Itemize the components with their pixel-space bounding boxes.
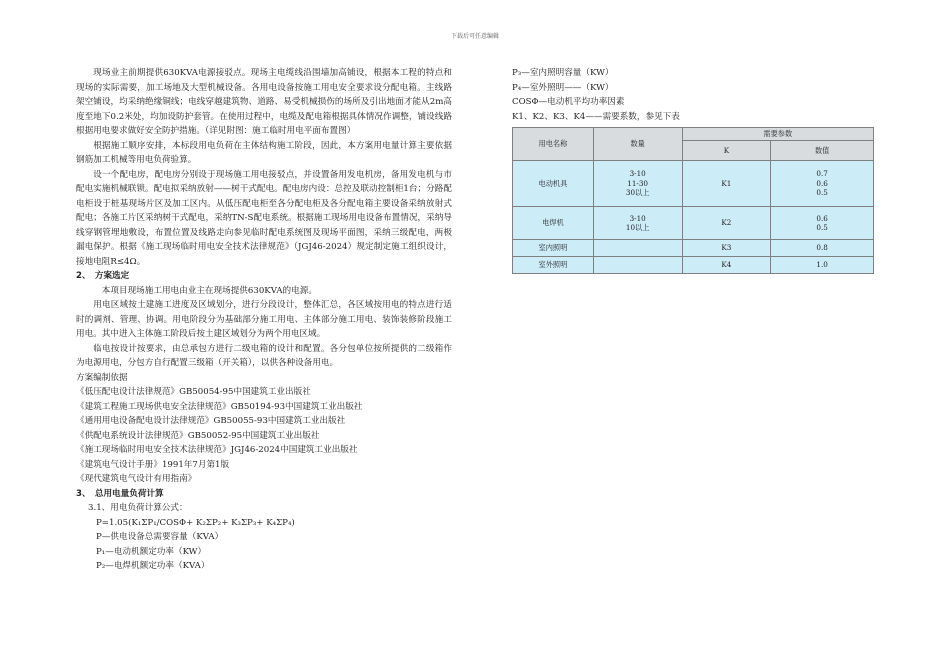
row-quantity — [593, 257, 682, 274]
definition-p4: P₄—室外照明——（KW） — [512, 82, 614, 93]
basis-item: 《通用用电设备配电设计法律规范》GB50055-93中国建筑工业出版社 — [76, 416, 346, 426]
paragraph-supply: 本项目现场施工用电由业主在现场提供630KVA的电源。 — [101, 285, 317, 296]
table-row — [513, 257, 874, 274]
heading-load-calculation: 3、 总用电量负荷计算 — [76, 488, 164, 499]
definition-k: K1、K2、K3、K4——需要系数，参见下表 — [512, 111, 680, 122]
row-quantity: 3-10 11-30 30以上 — [593, 161, 682, 207]
table-row — [513, 240, 874, 257]
definition-p3: P₃—室内照明容量（KW） — [512, 68, 614, 78]
basis-item: 《供配电系统设计法律规范》GB50052-95中国建筑工业出版社 — [76, 430, 320, 441]
header-value: 数值 — [771, 141, 874, 161]
paragraph-load-calc: 根据施工顺序安排，本标段用电负荷在主体结构施工阶段，因此，本方案用电量计算主要依据钢筋加工机械等用电负荷验算。 — [76, 140, 452, 165]
row-value: 0.7 0.6 0.5 — [771, 161, 874, 207]
basis-title: 方案编制依据 — [76, 372, 128, 383]
definition-p: P—供电设备总需要容量（KVA） — [96, 532, 224, 542]
basis-item: 《施工现场临时用电安全技术法律规范》JGJ46-2024中国建筑工业出版社 — [76, 445, 358, 455]
row-k: K4 — [682, 257, 771, 274]
row-quantity — [593, 240, 682, 257]
formula: P=1.05(K₁ΣP₁/COSΦ+ K₂ΣP₂+ K₃ΣP₃+ K₄ΣP₄) — [96, 517, 295, 528]
paragraph-zoning: 用电区域按土建施工进度及区域划分，进行分段设计，整体汇总，各区域按用电的特点进行适时的调剂、管理、协调。用电阶段分为基础部分施工用电、主体部分施工用电、装饰装修阶段施工用电。其中进入主体施工阶段后按土建区域划分为两个用电区域。 — [76, 300, 452, 339]
paragraph-power-source: 现场业主前期提供630KVA电源接驳点。现场主电缆线沿围墙加高铺设，根据本工程的特点和现场的实际需要，加工场地及大型机械设备。各用电设备按施工用电安全要求设分配电箱。主线路架空铺设，均采纳绝缘铜线；电线穿越建筑物、道路、易受机械损伤的场所及引出地面才能从2m高度至地下0.2米处，均加设防护套管。在使用过程中，电缆及配电箱根据具体情况作调整，铺设线路根据用电要求做好安全防护措施。（详见附图：施工临时用电平面布置图） — [76, 68, 452, 136]
page-header-note: 下载后可任意编辑 — [450, 33, 499, 40]
definition-cos: COSΦ—电动机平均功率因素 — [512, 97, 625, 107]
definition-p2: P₂—电焊机额定功率（KVA） — [96, 561, 210, 571]
row-name: 室外照明 — [513, 257, 594, 274]
row-k: K3 — [682, 240, 771, 257]
row-value: 0.6 0.5 — [771, 207, 874, 240]
formula-intro: 3.1、用电负荷计算公式： — [88, 503, 188, 513]
header-required-params: 需要参数 — [682, 128, 873, 141]
basis-item: 《现代建筑电气设计有用指南》 — [76, 474, 197, 484]
table-row — [513, 207, 874, 240]
row-name: 电焊机 — [513, 207, 594, 240]
row-name: 室内照明 — [513, 240, 594, 257]
paragraph-box-config: 临电按设计按要求，由总承包方进行二级电箱的设计和配置。各分包单位按所提供的二级箱作为电源用电，分包方自行配置三级箱（开关箱），以供各种设备用电。 — [76, 343, 452, 368]
row-name: 电动机具 — [513, 161, 594, 207]
paragraph-distribution-room: 设一个配电房，配电房分别设于现场施工用电接驳点，并设置备用发电机房，备用发电机与市配电实施机械联锁。配电拟采纳放射——树干式配电。配电房内设：总控及联动控制柜1台；分路配电柜设于桩基现场片区及加工区内。从低压配电柜至各分配电柜及各分配电箱主要设备采纳放射式配电；各施工片区采纳树干式配电，采纳TN-S配电系统。根据施工现场用电设备布置情况，采纳导线穿钢管埋地敷设，布置位置及线路走向参见临时配电系统图及现场平面图，采纳三级配电，两极漏电保护。根据《施工现场临时用电安全技术法律规范》（JGJ46-2024）规定制定施工组织设计，接地电阻R≤4Ω。 — [76, 169, 452, 267]
row-value: 0.8 — [771, 240, 874, 257]
row-k: K1 — [682, 161, 771, 207]
heading-plan-selection: 2、 方案选定 — [76, 271, 130, 281]
row-value: 1.0 — [771, 257, 874, 274]
header-quantity: 数量 — [593, 128, 682, 161]
basis-item: 《低压配电设计法律规范》GB50054-95中国建筑工业出版社 — [76, 387, 311, 397]
basis-item: 《建筑电气设计手册》1991年7月第1版 — [76, 459, 230, 470]
demand-coefficient-table — [512, 127, 874, 274]
row-quantity: 3-10 10以上 — [593, 207, 682, 240]
header-k: K — [682, 141, 771, 161]
definition-p1: P₁—电动机额定功率（KW） — [96, 546, 207, 557]
table-row — [513, 161, 874, 207]
basis-item: 《建筑工程施工现场供电安全法律规范》GB50194-93中国建筑工业出版社 — [76, 401, 363, 412]
row-k: K2 — [682, 207, 771, 240]
left-column — [76, 66, 452, 574]
header-load-name: 用电名称 — [513, 128, 594, 161]
right-column — [512, 66, 872, 124]
formula-block — [76, 501, 452, 574]
